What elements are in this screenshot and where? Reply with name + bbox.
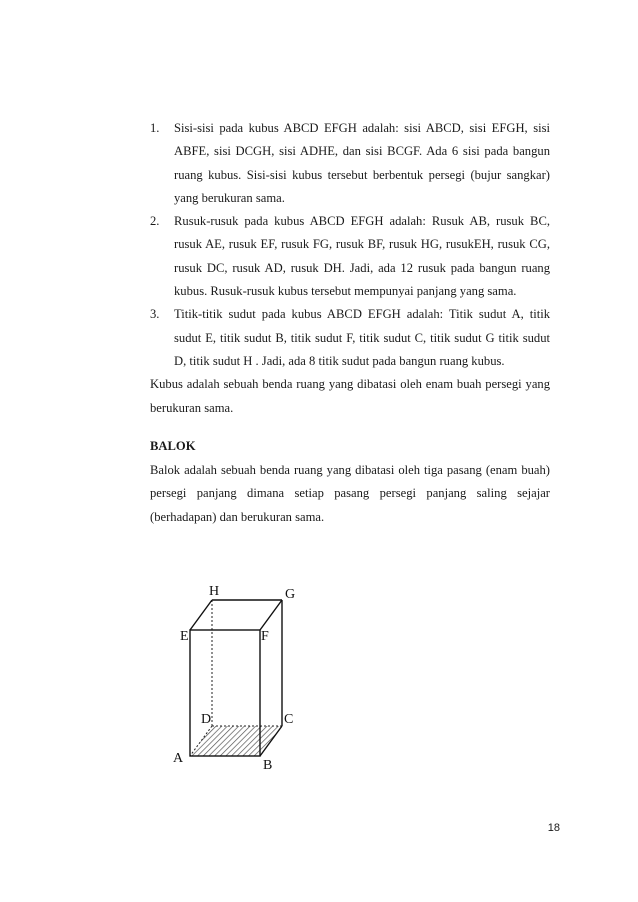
vertex-label-f: F <box>261 629 269 644</box>
vertex-label-e: E <box>180 629 189 644</box>
list-text: Sisi-sisi pada kubus ABCD EFGH adalah: sisi ABCD, sisi EFGH, sisi ABFE, sisi DCGH, sisi ADHE, dan sisi BCGF. Ada 6 sisi pada bangun ruang kubus. Sisi-sisi kubus tersebut berbentuk persegi (bujur sangkar) yang berukuran sama. <box>174 121 550 205</box>
base-shading <box>190 726 282 756</box>
properties-list <box>150 117 550 373</box>
list-item <box>150 303 550 373</box>
page-content <box>150 117 550 529</box>
vertex-label-h: H <box>209 584 220 599</box>
vertex-label-a: A <box>173 751 184 766</box>
vertex-label-d: D <box>201 712 212 727</box>
list-text: Rusuk-rusuk pada kubus ABCD EFGH adalah: Rusuk AB, rusuk BC, rusuk AE, rusuk EF, rusuk FG, rusuk BF, rusuk HG, rusukEH, rusuk CG, rusuk DC, rusuk AD, rusuk DH. Jadi, ada 12 rusuk pada bangun ruang kubus. Rusuk-rusuk kubus tersebut mempunyai panjang yang sama. <box>174 214 550 299</box>
list-number: 2. <box>150 214 160 229</box>
balok-definition: Balok adalah sebuah benda ruang yang dibatasi oleh tiga pasang (enam buah) persegi panjang dimana setiap pasang persegi panjang saling sejajar (berhadapan) dan berukuran sama. <box>150 462 550 524</box>
balok-heading: BALOK <box>150 439 196 454</box>
list-text: Titik-titik sudut pada kubus ABCD EFGH adalah: Titik sudut A, titik sudut E, titik sudut B, titik sudut F, titik sudut C, titik sudut G titik sudut D, titik sudut H . Jadi, ada 8 titik sudut pada bangun ruang kubus. <box>174 307 550 368</box>
vertex-label-c: C <box>284 712 294 727</box>
list-number: 3. <box>150 307 160 322</box>
kubus-definition: Kubus adalah sebuah benda ruang yang dibatasi oleh enam buah persegi yang berukuran sama. <box>150 377 550 415</box>
vertex-label-b: B <box>263 758 273 773</box>
list-item <box>150 117 550 210</box>
page-number: 18 <box>547 822 560 834</box>
vertex-label-g: G <box>285 587 296 602</box>
list-number: 1. <box>150 121 160 135</box>
cuboid-figure <box>160 578 320 778</box>
list-item <box>150 210 550 303</box>
